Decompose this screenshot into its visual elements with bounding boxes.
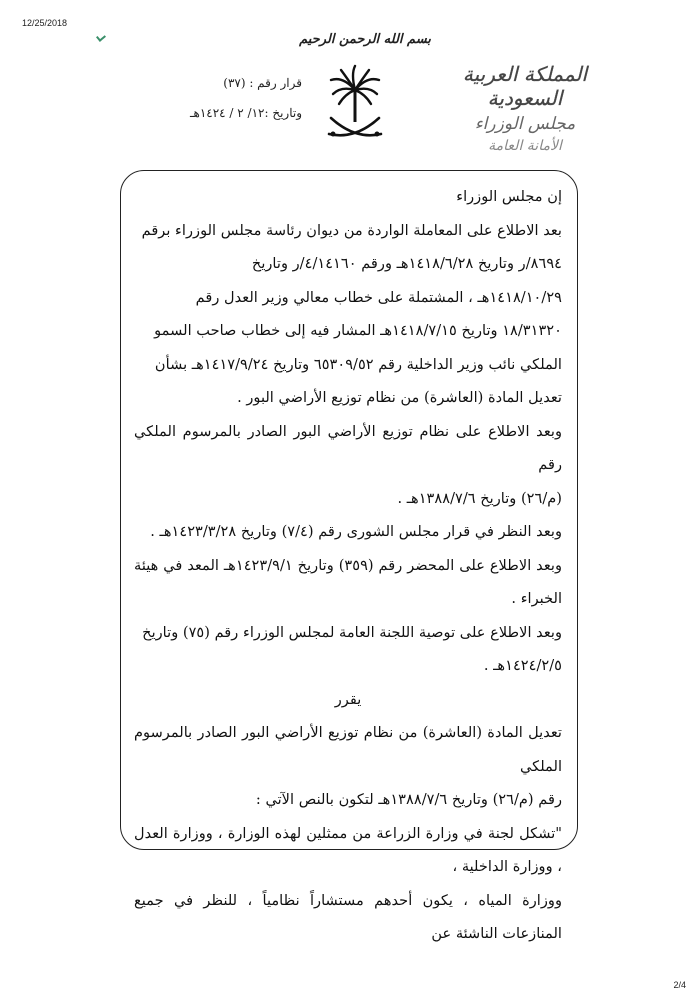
opening-line: إن مجلس الوزراء — [456, 188, 562, 205]
kingdom-name: المملكة العربية السعودية — [462, 62, 588, 110]
body-line: وبعد الاطلاع على نظام توزيع الأراضي البور الصادر بالمرسوم الملكي رقم — [134, 422, 562, 473]
body-line: ١٤٢٤/٢/٥هـ . — [483, 657, 562, 674]
body-line: ١٤١٨/١٠/٢٩هـ ، المشتملة على خطاب معالي وزير العدل رقم — [195, 288, 562, 306]
council-name: مجلس الوزراء — [474, 114, 576, 134]
page-number: 2/4 — [673, 980, 686, 990]
decision-date: وتاريخ :١٢/ ٢ / ١٤٢٤هـ — [189, 106, 302, 120]
emblem-icon — [325, 60, 385, 150]
decision-body — [134, 180, 562, 951]
body-line: بعد الاطلاع على المعاملة الواردة من ديوان رئاسة مجلس الوزراء برقم — [141, 221, 562, 239]
check-mark-icon — [96, 32, 106, 42]
decision-meta — [132, 68, 302, 128]
general-secretariat: الأمانة العامة — [488, 138, 562, 154]
decision-line: تعديل المادة (العاشرة) من نظام توزيع الأراضي البور الصادر بالمرسوم الملكي — [134, 724, 562, 775]
body-line: وبعد الاطلاع على المحضر رقم (٣٥٩) وتاريخ ١٤٢٣/٩/١هـ المعد في هيئة الخبراء . — [134, 556, 562, 607]
decision-number: قرار رقم : (٣٧) — [223, 76, 302, 90]
decides-heading: يقرر — [334, 690, 362, 708]
body-line: وبعد الاطلاع على توصية اللجنة العامة لمجلس الوزراء رقم (٧٥) وتاريخ — [142, 623, 562, 641]
letterhead — [430, 62, 620, 154]
basmala: بسم الله الرحمن الرحيم — [299, 32, 431, 47]
body-line: ١٨/٣١٣٢٠ وتاريخ ١٤١٨/٧/١٥هـ المشار فيه إلى خطاب صاحب السمو — [154, 322, 562, 339]
body-line: ٨٦٩٤/ر وتاريخ ١٤١٨/٦/٢٨هـ ورقم ٤/١٤١٦٠/ر وتاريخ — [251, 255, 562, 272]
decision-line: رقم (م/٢٦) وتاريخ ١٣٨٨/٧/٦هـ لتكون بالنص الآتي : — [255, 791, 562, 808]
decision-line: "تشكل لجنة في وزارة الزراعة من ممثلين لهذه الوزارة ، ووزارة العدل ، ووزارة الداخلية ، — [134, 824, 562, 875]
body-line: الملكي نائب وزير الداخلية رقم ٦٥٣٠٩/٥٢ وتاريخ ١٤١٧/٩/٢٤هـ بشأن — [154, 355, 562, 373]
body-line: وبعد النظر في قرار مجلس الشورى رقم (٧/٤) وتاريخ ١٤٢٣/٣/٢٨هـ . — [150, 523, 562, 540]
decision-line: ووزارة المياه ، يكون أحدهم مستشاراً نظامياً ، للنظر في جميع المنازعات الناشئة عن — [134, 891, 562, 942]
body-line: تعديل المادة (العاشرة) من نظام توزيع الأراضي البور . — [237, 389, 562, 406]
print-date: 12/25/2018 — [22, 18, 68, 28]
body-line: (م/٢٦) وتاريخ ١٣٨٨/٧/٦هـ . — [397, 489, 562, 507]
